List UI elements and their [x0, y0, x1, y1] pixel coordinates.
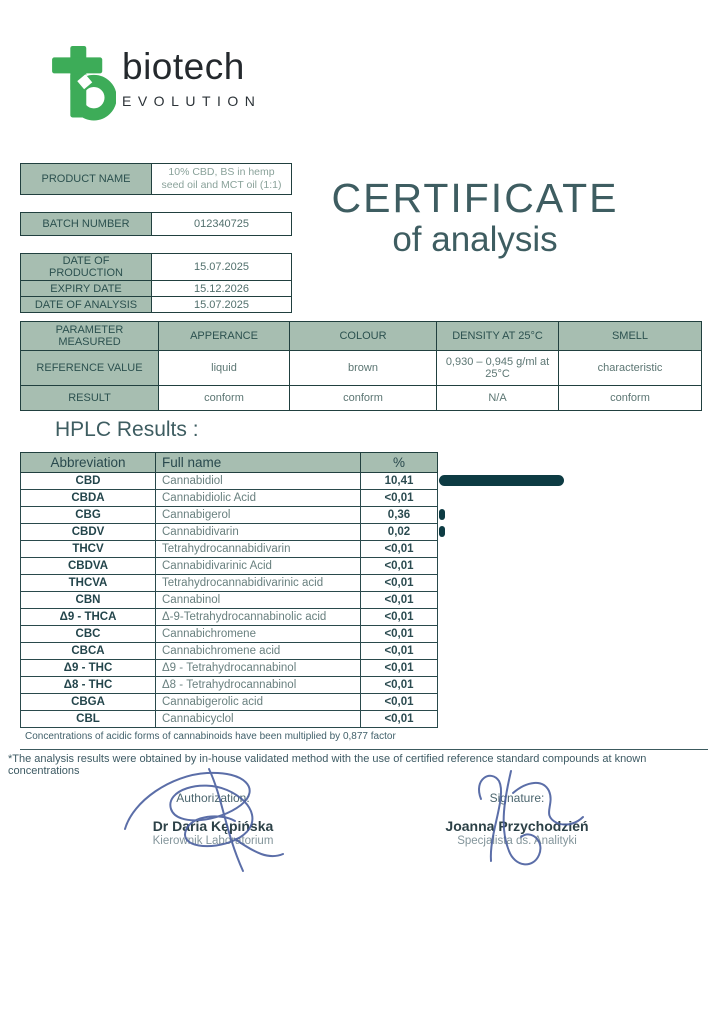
abbreviation-cell: CBL	[21, 711, 156, 728]
abbreviation-cell: CBD	[21, 473, 156, 490]
signature-role: Specjalista ds. Analityki	[457, 835, 577, 847]
divider-line	[20, 749, 708, 750]
col-header: APPERANCE	[159, 322, 290, 351]
hplc-row	[21, 592, 438, 609]
title-line1: CERTIFICATE	[331, 175, 619, 221]
date-row	[21, 297, 292, 313]
date-label: EXPIRY DATE	[21, 281, 152, 297]
col-header: COLOUR	[290, 322, 437, 351]
cell: 0,930 – 0,945 g/ml at 25°C	[437, 351, 559, 386]
hplc-bar	[439, 475, 564, 486]
col-header: SMELL	[559, 322, 702, 351]
col-header-abbreviation: Abbreviation	[21, 453, 156, 473]
date-row	[21, 254, 292, 281]
cell: conform	[290, 386, 437, 411]
hplc-heading: HPLC Results :	[55, 418, 199, 441]
percent-cell: <0,01	[361, 626, 438, 643]
authorization-block	[108, 791, 318, 847]
authorization-caption: Authorization:	[176, 791, 250, 805]
cell: characteristic	[559, 351, 702, 386]
full-name-cell: Cannabigerolic acid	[156, 694, 361, 711]
full-name-cell: Cannabidiol	[156, 473, 361, 490]
hplc-row	[21, 643, 438, 660]
parameter-table	[20, 321, 702, 411]
abbreviation-cell: THCV	[21, 541, 156, 558]
signature-caption: Signature:	[489, 791, 545, 805]
hplc-header-row	[21, 453, 438, 473]
percent-cell: <0,01	[361, 592, 438, 609]
full-name-cell: Tetrahydrocannabidivarin	[156, 541, 361, 558]
hplc-row	[21, 660, 438, 677]
hplc-row	[21, 575, 438, 592]
cell: conform	[159, 386, 290, 411]
logo-subtitle-text: EVOLUTION	[122, 93, 262, 109]
full-name-cell: Δ9 - Tetrahydrocannabinol	[156, 660, 361, 677]
full-name-cell: Cannabinol	[156, 592, 361, 609]
authorization-name: Dr Daria Kępińska	[152, 818, 274, 834]
table-row	[21, 213, 292, 236]
acidic-forms-note: Concentrations of acidic forms of cannabinoids have been multiplied by 0,877 factor	[25, 731, 396, 742]
parameter-header-row	[21, 322, 702, 351]
abbreviation-cell: THCVA	[21, 575, 156, 592]
hplc-body	[21, 473, 438, 728]
hplc-bar	[439, 509, 445, 520]
signature-block	[412, 791, 622, 847]
cell: brown	[290, 351, 437, 386]
full-name-cell: Tetrahydrocannabidivarinic acid	[156, 575, 361, 592]
full-name-cell: Cannabidivarinic Acid	[156, 558, 361, 575]
percent-cell: <0,01	[361, 541, 438, 558]
page-title	[330, 176, 620, 260]
biotech-logo-icon	[52, 46, 116, 122]
full-name-cell: Cannabidivarin	[156, 524, 361, 541]
hplc-section	[20, 452, 437, 728]
hplc-row	[21, 711, 438, 728]
abbreviation-cell: CBDVA	[21, 558, 156, 575]
full-name-cell: Cannabigerol	[156, 507, 361, 524]
method-note: *The analysis results were obtained by in-house validated method with the use of certified reference standard compounds at known concentrations	[8, 753, 647, 777]
title-line2: of analysis	[392, 220, 558, 259]
product-name-table	[20, 163, 292, 195]
result-row	[21, 386, 702, 411]
row-label: REFERENCE VALUE	[21, 351, 159, 386]
date-value: 15.12.2026	[152, 281, 292, 297]
abbreviation-cell: CBG	[21, 507, 156, 524]
percent-cell: <0,01	[361, 711, 438, 728]
percent-cell: <0,01	[361, 575, 438, 592]
abbreviation-cell: CBC	[21, 626, 156, 643]
product-name-label: PRODUCT NAME	[21, 164, 152, 195]
full-name-cell: Cannabichromene	[156, 626, 361, 643]
percent-cell: 10,41	[361, 473, 438, 490]
cell: N/A	[437, 386, 559, 411]
logo-wordmark	[122, 48, 261, 109]
hplc-row	[21, 677, 438, 694]
signature-name: Joanna Przychodzień	[445, 818, 589, 834]
hplc-row	[21, 541, 438, 558]
hplc-row	[21, 609, 438, 626]
full-name-cell: Cannabichromene acid	[156, 643, 361, 660]
percent-cell: <0,01	[361, 609, 438, 626]
cell: conform	[559, 386, 702, 411]
abbreviation-cell: Δ9 - THC	[21, 660, 156, 677]
full-name-cell: Δ-9-Tetrahydrocannabinolic acid	[156, 609, 361, 626]
hplc-bar	[439, 526, 445, 537]
date-row	[21, 281, 292, 297]
hplc-row	[21, 558, 438, 575]
authorization-role: Kierownik Laboratorium	[152, 835, 274, 847]
date-label: DATE OF ANALYSIS	[21, 297, 152, 313]
abbreviation-cell: CBN	[21, 592, 156, 609]
col-header-percent: %	[361, 453, 438, 473]
date-value: 15.07.2025	[152, 297, 292, 313]
abbreviation-cell: Δ8 - THC	[21, 677, 156, 694]
percent-cell: <0,01	[361, 677, 438, 694]
percent-cell: <0,01	[361, 660, 438, 677]
percent-cell: <0,01	[361, 694, 438, 711]
percent-cell: <0,01	[361, 643, 438, 660]
hplc-table	[20, 452, 438, 728]
dates-table	[20, 253, 292, 313]
batch-number-value: 012340725	[152, 213, 292, 236]
reference-value-row	[21, 351, 702, 386]
full-name-cell: Cannabicyclol	[156, 711, 361, 728]
hplc-row	[21, 490, 438, 507]
col-header-full-name: Full name	[156, 453, 361, 473]
date-label: DATE OF PRODUCTION	[21, 254, 152, 281]
product-name-value: 10% CBD, BS in hemp seed oil and MCT oil (1:1)	[152, 164, 292, 195]
cell: liquid	[159, 351, 290, 386]
percent-cell: <0,01	[361, 490, 438, 507]
logo-brand-text: biotech	[122, 46, 245, 87]
hplc-row	[21, 524, 438, 541]
full-name-cell: Cannabidiolic Acid	[156, 490, 361, 507]
hplc-row	[21, 626, 438, 643]
batch-number-label: BATCH NUMBER	[21, 213, 152, 236]
full-name-cell: Δ8 - Tetrahydrocannabinol	[156, 677, 361, 694]
abbreviation-cell: CBDV	[21, 524, 156, 541]
table-row	[21, 164, 292, 195]
hplc-row	[21, 694, 438, 711]
batch-number-table	[20, 212, 292, 236]
abbreviation-cell: Δ9 - THCA	[21, 609, 156, 626]
percent-cell: 0,36	[361, 507, 438, 524]
percent-cell: 0,02	[361, 524, 438, 541]
hplc-row	[21, 507, 438, 524]
hplc-row	[21, 473, 438, 490]
abbreviation-cell: CBCA	[21, 643, 156, 660]
percent-cell: <0,01	[361, 558, 438, 575]
col-header: DENSITY AT 25°C	[437, 322, 559, 351]
row-label: RESULT	[21, 386, 159, 411]
abbreviation-cell: CBDA	[21, 490, 156, 507]
col-header: PARAMETER MEASURED	[21, 322, 159, 351]
hplc-bars	[437, 452, 587, 728]
date-value: 15.07.2025	[152, 254, 292, 281]
abbreviation-cell: CBGA	[21, 694, 156, 711]
